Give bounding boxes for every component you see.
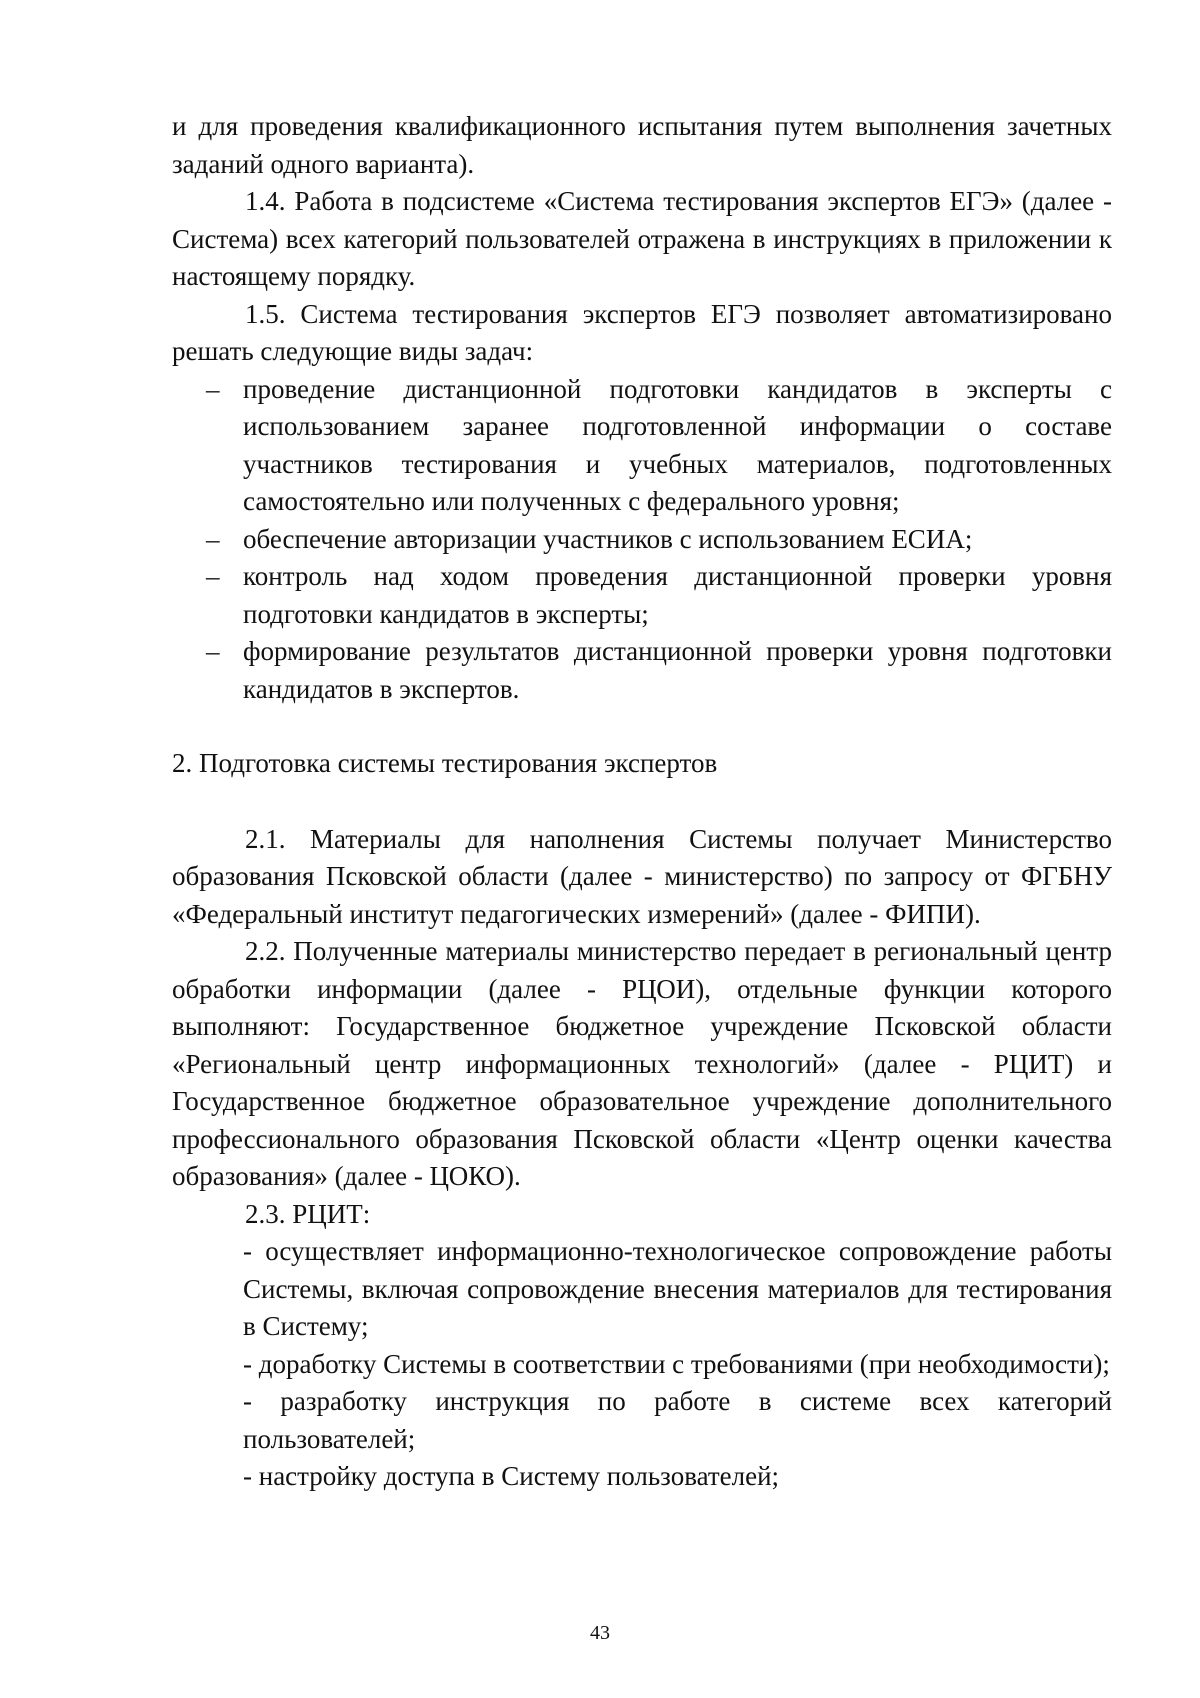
list-item: - осуществляет информационно-технологическое сопровождение работы Системы, включая сопровождение внесения материалов для тестирования в Систему; bbox=[243, 1236, 1112, 1341]
list-item: - доработку Системы в соответствии с требованиями (при необходимости); bbox=[243, 1348, 1110, 1379]
list-item bbox=[172, 558, 1112, 633]
paragraph-1-4: 1.4. Работа в подсистеме «Система тестирования экспертов ЕГЭ» (далее - Система) всех категорий пользователей отражена в инструкциях в приложении к настоящему порядку. bbox=[172, 186, 1112, 291]
list-item-text: контроль над ходом проведения дистанционной проверки уровня подготовки кандидатов в эксперты; bbox=[243, 561, 1112, 629]
section-heading: 2. Подготовка системы тестирования экспертов bbox=[172, 748, 718, 778]
list-item: - настройку доступа в Систему пользователей; bbox=[243, 1461, 780, 1491]
page-number: 43 bbox=[590, 1622, 610, 1644]
list-item-text: обеспечение авторизации участников с использованием ЕСИА; bbox=[243, 523, 973, 554]
dash-bullet: – bbox=[206, 636, 220, 666]
list-item-text: формирование результатов дистанционной проверки уровня подготовки кандидатов в экспертов. bbox=[243, 636, 1112, 704]
rcit-duties-list bbox=[172, 1233, 1112, 1496]
list-item bbox=[172, 521, 1112, 559]
paragraph-2-1: 2.1. Материалы для наполнения Системы получает Министерство образования Псковской области (далее - министерство) по запросу от ФГБНУ «Федеральный институт педагогических измерений» (далее - ФИПИ). bbox=[172, 823, 1112, 929]
paragraph-intro: и для проведения квалификационного испытания путем выполнения зачетных заданий одного варианта). bbox=[172, 111, 1112, 179]
paragraph-1-5: 1.5. Система тестирования экспертов ЕГЭ позволяет автоматизировано решать следующие виды задач: bbox=[172, 298, 1112, 366]
list-item bbox=[172, 633, 1112, 708]
dash-bullet: – bbox=[206, 561, 220, 591]
dash-bullet: – bbox=[206, 523, 220, 554]
dash-bullet: – bbox=[206, 373, 220, 404]
paragraph-2-2: 2.2. Полученные материалы министерство передает в региональный центр обработки информации (далее - РЦОИ), отдельные функции которого выполняют: Государственное бюджетное учреждение Псковской области «Региональный центр информационных технологий» (далее - РЦИТ) и Государственное бюджетное образовательное учреждение дополнительного профессионального образования Псковской области «Центр оценки качества образования» (далее - ЦОКО). bbox=[172, 936, 1112, 1191]
list-item bbox=[172, 371, 1112, 521]
list-item: - разработку инструкция по работе в системе всех категорий пользователей; bbox=[243, 1386, 1112, 1454]
task-list bbox=[172, 371, 1112, 709]
paragraph-2-3: 2.3. РЦИТ: bbox=[245, 1198, 371, 1229]
list-item-text: проведение дистанционной подготовки кандидатов в эксперты с использованием заранее подготовленной информации о составе участников тестирования и учебных материалов, подготовленных самостоятельно или полученных с федерального уровня; bbox=[243, 373, 1112, 516]
document-page bbox=[172, 108, 1112, 1496]
